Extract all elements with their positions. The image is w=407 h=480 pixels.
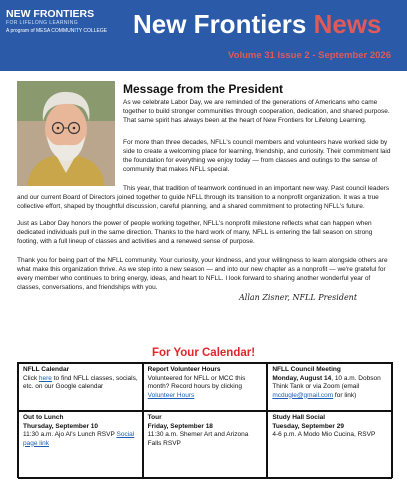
calendar-cell-text: Click bbox=[23, 374, 39, 382]
social-page-link[interactable]: Social page link bbox=[23, 431, 135, 447]
calendar-cell-text: to find NFLL classes, socials, etc. on our Google calendar bbox=[23, 374, 138, 390]
calendar-cell-body bbox=[23, 431, 138, 448]
masthead-banner bbox=[0, 0, 407, 71]
logo-main-text: NEW FRONTIERS bbox=[6, 8, 95, 20]
article-heading: Message from the President bbox=[123, 82, 284, 96]
article-paragraph-3: This year, that tradition of teamwork continued in an important new way. Past council leaders and our current Board of Directors joined together to guide NFLL through its transition to a nonprofit organization. It was a true collective effort, shaped by thoughtful discussion, careful planning, and a shared commitment to protecting NFLL's future. bbox=[17, 185, 390, 210]
calendar-cell-text: 4-6 p.m. A Modo Mio Cucina, RSVP bbox=[272, 431, 376, 438]
calendar-cell bbox=[18, 411, 143, 479]
article-paragraph-1: As we celebrate Labor Day, we are reminded of the generations of Americans who came together to build stronger communities through cooperation, dedication, and shared purpose. That same spirit has always been at the heart of New Frontiers for Lifelong Learning. bbox=[123, 99, 390, 124]
calendar-cell-body bbox=[23, 375, 138, 392]
calendar-cell bbox=[267, 363, 392, 411]
calendar-cell-date: Tuesday, September 29 bbox=[272, 422, 344, 430]
calendar-cell-date: Thursday, September 10 bbox=[23, 422, 99, 430]
calendar-cell-date: Friday, September 18 bbox=[147, 422, 213, 430]
newsletter-title bbox=[133, 9, 382, 39]
calendar-cell-text: , 10 a.m. Dobson Think Tank or via Zoom (email bbox=[272, 374, 381, 390]
email-link[interactable]: mcdugle@gmail.com bbox=[272, 391, 334, 399]
calendar-cell-title: Report Volunteer Hours bbox=[147, 366, 221, 373]
calendar-cell-text: 11:30 a.m. Shemer Art and Arizona Falls RSVP bbox=[147, 431, 249, 447]
calendar-heading: For Your Calendar! bbox=[151, 347, 256, 359]
issue-line: Volume 31 Issue 2 - September 2026 bbox=[228, 50, 391, 61]
logo-affiliation-text: A program of MESA COMMUNITY COLLEGE bbox=[6, 28, 108, 34]
calendar-cell-text: for link) bbox=[333, 391, 357, 399]
president-signature: Allan Zisner, NFLL President bbox=[239, 293, 358, 302]
calendar-cell bbox=[143, 411, 268, 479]
article-paragraph-5: Thank you for being part of the NFLL community. Your curiosity, your kindness, and your willingness to learn alongside others are what make this organization thrive. As we step into a new season — and into our new chapter as a nonprofit — we're grateful for every member who continues to bring energy, ideas, and heart to NFLL. I look forward to sharing another wonderful year of classes, conversations, and friendships with you. bbox=[17, 257, 388, 291]
calendar-cell-body bbox=[272, 375, 387, 401]
calendar-cell bbox=[18, 363, 143, 411]
calendar-cell-title: Tour bbox=[147, 414, 162, 421]
calendar-table bbox=[17, 362, 393, 478]
calendar-cell bbox=[267, 411, 392, 479]
title-part-2: News bbox=[313, 9, 382, 39]
title-part-1: New Frontiers bbox=[133, 9, 314, 39]
article-paragraph-4: Just as Labor Day honors the power of people working together, NFLL's nonprofit milestone reflects what can happen when dedicated individuals pull in the same direction. Thanks to the hard work of many, NFLL is entering the fall season on strong footing, with a full lineup of classes and activities and a renewed sense of purpose. bbox=[17, 220, 373, 245]
logo-sub-text: FOR LIFELONG LEARNING bbox=[6, 20, 79, 26]
nfll-logo bbox=[6, 9, 118, 49]
calendar-cell bbox=[143, 363, 268, 411]
calendar-cell-title: Study Hall Social bbox=[272, 414, 326, 421]
calendar-cell-text: Volunteered for NFLL or MCC this month? Record hours by clicking bbox=[147, 374, 246, 390]
calendar-link-here[interactable]: here bbox=[38, 374, 52, 382]
volunteer-hours-link[interactable]: Volunteer Hours bbox=[147, 391, 195, 399]
calendar-cell-text: 11:30 a.m. Ajo Al's Lunch RSVP bbox=[23, 431, 117, 438]
calendar-cell-title: NFLL Calendar bbox=[23, 366, 70, 373]
article-paragraph-2: For more than three decades, NFLL's council members and volunteers have worked side by side to create a welcoming place for learning, friendship, and curiosity. Their commitment laid the foundation for everything we enjoy today — from classes and outings to the sense of community that makes NFLL special. bbox=[123, 139, 391, 173]
calendar-cell-title: NFLL Council Meeting bbox=[272, 366, 341, 373]
calendar-cell-body bbox=[148, 375, 263, 401]
calendar-cell-date: Monday, August 14 bbox=[272, 374, 332, 382]
president-portrait bbox=[17, 81, 115, 186]
calendar-cell-title: Out to Lunch bbox=[23, 414, 64, 421]
